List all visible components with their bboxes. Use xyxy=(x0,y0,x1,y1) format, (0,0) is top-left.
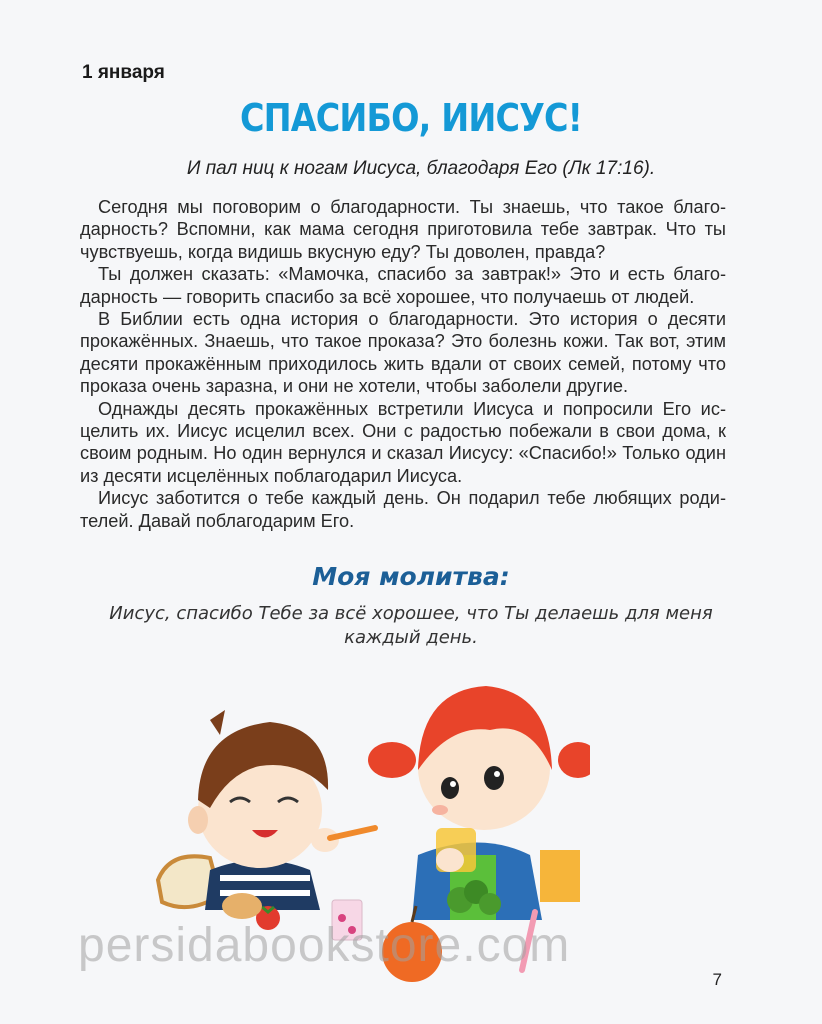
page-title: СПАСИБО, ИИСУС! xyxy=(239,96,583,140)
page-number: 7 xyxy=(712,970,722,989)
watermark: persidabookstore.com xyxy=(78,919,571,972)
bible-verse: И пал ниц к ногам Иисуса, благодаря Его (Лк 17:16). xyxy=(186,158,656,179)
story-text xyxy=(80,196,726,532)
paragraph: Ты должен сказать: «Мамочка, спасибо за завтрак!» Это и есть благодарность — говорить спасибо за всё хорошее, что получаешь от людей. xyxy=(80,264,726,307)
prayer-heading: Моя молитва: xyxy=(312,562,510,591)
page-date: 1 января xyxy=(82,62,165,83)
paragraph: Сегодня мы поговорим о благодарности. Ты знаешь, что такое благодарность? Вспомни, как мама сегодня приготовила тебе завтрак. Что ты чувствуешь, когда видишь вкусную еду? Ты доволен, правда? xyxy=(80,197,726,262)
boy-figure xyxy=(158,710,375,940)
prayer-text: Иисус, спасибо Тебе за всё хорошее, что Ты делаешь для меня каждый день. xyxy=(109,603,713,648)
paragraph: В Библии есть одна история о благодарности. Это история о десяти прокажённых. Знаешь, что такое проказа? Это болезнь кожи. Так вот, этим десяти прокажённым приходилось жить вдали от своих семей, потому что проказа очень заразна, и они не хотели, чтобы заболели другие. xyxy=(80,309,726,397)
paragraph: Иисус заботится о тебе каждый день. Он подарил тебе любящих родителей. Давай поблагодарим Его. xyxy=(80,488,726,531)
paragraph: Однажды десять прокажённых встретили Иисуса и попросили Его исцелить их. Иисус исцелил всех. Они с радостью побежали в свои дома, к своим родным. Но один вернулся и сказал Иисусу: «Спасибо!» Только один из десяти исцелённых поблагодарил Иисуса. xyxy=(80,398,726,486)
